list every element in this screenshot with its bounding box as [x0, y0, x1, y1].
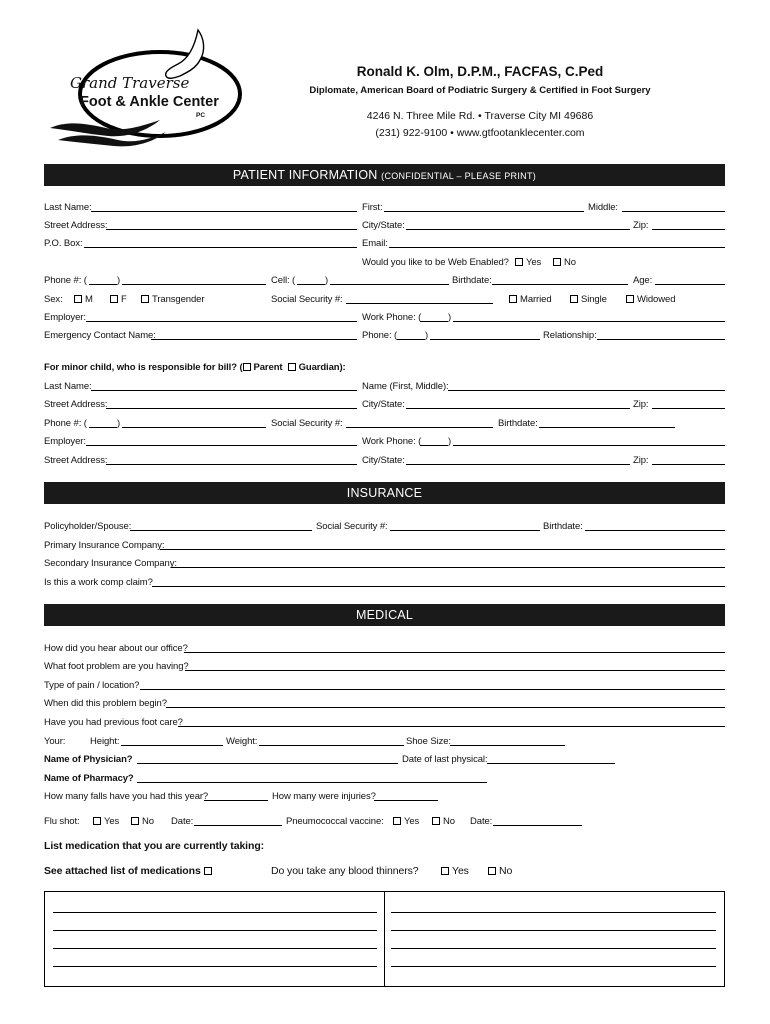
minor-phone-field[interactable]: [122, 427, 266, 428]
married-label: Married: [520, 294, 552, 305]
pain-location-label: Type of pain / location?: [44, 680, 140, 691]
checkbox-icon: [553, 258, 561, 266]
emergency-phone-area-field[interactable]: [397, 339, 425, 340]
checkbox-icon: [515, 258, 523, 266]
work-phone-label: Work Phone: (: [362, 312, 422, 323]
phone-label: Phone #: (: [44, 275, 87, 286]
married-option[interactable]: [509, 294, 552, 306]
pneumo-no-option[interactable]: [432, 816, 455, 828]
practice-contact: (231) 922-9100 • www.gtfootanklecenter.com: [375, 127, 585, 139]
problem-begin-label: When did this problem begin?: [44, 698, 167, 709]
age-label: Age:: [633, 275, 653, 286]
logo-script-text: Grand Traverse: [70, 74, 190, 92]
emergency-phone-close-paren: ): [425, 330, 429, 341]
insurance-header: INSURANCE: [44, 482, 725, 504]
cell-area-field[interactable]: [297, 284, 325, 285]
checkbox-icon[interactable]: [288, 363, 296, 371]
foot-problem-label: What foot problem are you having?: [44, 661, 189, 672]
practice-address: 4246 N. Three Mile Rd. • Traverse City MI 49686: [366, 110, 594, 122]
height-label: Height:: [90, 736, 120, 747]
pneumo-label: Pneumococcal vaccine:: [286, 816, 384, 827]
minor-city-state2-field[interactable]: [406, 464, 630, 465]
pneumo-yes-option[interactable]: [393, 816, 419, 828]
pneumo-yes-label: Yes: [404, 816, 420, 827]
previous-care-label: Have you had previous foot care?: [44, 717, 183, 728]
zip-label: Zip:: [633, 220, 649, 231]
po-box-label: P.O. Box:: [44, 238, 83, 249]
doctor-name: Ronald K. Olm, D.P.M., FACFAS, C.Ped: [356, 64, 604, 79]
weight-label: Weight:: [226, 736, 258, 747]
falls-field[interactable]: [204, 800, 268, 801]
checkbox-icon: [204, 867, 212, 875]
web-yes-option[interactable]: [515, 257, 541, 269]
flu-yes-label: Yes: [104, 816, 120, 827]
problem-begin-field[interactable]: [166, 707, 725, 708]
single-label: Single: [581, 294, 607, 305]
minor-city-state2-label: City/State:: [362, 455, 405, 466]
minor-street2-field[interactable]: [106, 464, 357, 465]
minor-work-phone-field[interactable]: [453, 445, 725, 446]
minor-work-phone-area-field[interactable]: [420, 445, 448, 446]
last-physical-field[interactable]: [487, 763, 615, 764]
minor-phone-label: Phone #: (: [44, 418, 87, 429]
pneumo-no-label: No: [443, 816, 455, 827]
sex-m-option[interactable]: [74, 294, 93, 306]
single-option[interactable]: [570, 294, 607, 306]
thinners-yes-label: Yes: [452, 865, 469, 877]
emergency-phone-field[interactable]: [430, 339, 540, 340]
minor-ssn-label: Social Security #:: [271, 418, 343, 429]
secondary-insurance-field[interactable]: [171, 567, 725, 568]
checkbox-icon[interactable]: [243, 363, 251, 371]
po-box-field[interactable]: [84, 247, 357, 248]
medication-line[interactable]: [391, 930, 716, 931]
foot-problem-field[interactable]: [185, 670, 725, 671]
web-no-option[interactable]: [553, 257, 576, 269]
employer-label: Employer:: [44, 312, 86, 323]
minor-name-fm-label: Name (First, Middle):: [362, 381, 449, 392]
street-field[interactable]: [106, 229, 357, 230]
thinners-no-label: No: [499, 865, 513, 877]
birthdate-label: Birthdate:: [452, 275, 492, 286]
medication-line[interactable]: [391, 912, 716, 913]
primary-insurance-field[interactable]: [160, 549, 725, 550]
first-name-label: First:: [362, 202, 383, 213]
ssn-label: Social Security #:: [271, 294, 343, 305]
checkbox-icon: [74, 295, 82, 303]
minor-guardian-label: Guardian):: [298, 362, 346, 373]
falls-label: How many falls have you had this year?: [44, 791, 209, 802]
checkbox-icon: [441, 867, 449, 875]
medication-list-box: [44, 891, 725, 987]
minor-city-state-field[interactable]: [406, 408, 630, 409]
see-attached-label: See attached list of medications: [44, 865, 201, 877]
minor-child-question: For minor child, who is responsible for bill? ( Parent Guardian):: [44, 362, 346, 373]
emergency-contact-field[interactable]: [151, 339, 357, 340]
logo-main-text: Foot & Ankle Center: [80, 94, 219, 110]
minor-employer-field[interactable]: [86, 445, 357, 446]
minor-question-text: For minor child, who is responsible for bill?: [44, 362, 237, 373]
patient-info-title: PATIENT INFORMATION: [232, 168, 378, 182]
city-state-label: City/State:: [362, 220, 405, 231]
phone-close-paren: ): [117, 275, 121, 286]
minor-zip-field[interactable]: [652, 408, 725, 409]
list-medication-label: List medication that you are currently taking:: [44, 840, 265, 852]
work-phone-field[interactable]: [453, 321, 725, 322]
insurance-birthdate-field[interactable]: [585, 530, 725, 531]
minor-work-phone-label: Work Phone: (: [362, 436, 422, 447]
minor-birthdate-field[interactable]: [539, 427, 675, 428]
thinners-yes-option[interactable]: [441, 865, 469, 877]
widowed-option[interactable]: [626, 294, 675, 306]
hear-about-label: How did you hear about our office?: [44, 643, 188, 654]
checkbox-icon: [626, 295, 634, 303]
last-name-field[interactable]: [91, 211, 357, 212]
medication-box-divider: [384, 892, 385, 986]
minor-name-fm-field[interactable]: [448, 390, 725, 391]
last-physical-label: Date of last physical:: [402, 754, 488, 765]
sex-m-label: M: [85, 294, 93, 305]
minor-parent-label: Parent: [253, 362, 283, 373]
injuries-label: How many were injuries?: [272, 791, 376, 802]
minor-last-name-field[interactable]: [91, 390, 357, 391]
cell-label: Cell: (: [271, 275, 296, 286]
sex-f-option[interactable]: [110, 294, 127, 306]
minor-ssn-field[interactable]: [346, 427, 493, 428]
physician-label: Name of Physician?: [44, 754, 133, 765]
insurance-ssn-label: Social Security #:: [316, 521, 388, 532]
weight-field[interactable]: [259, 745, 404, 746]
email-label: Email:: [362, 238, 388, 249]
minor-street-label: Street Address:: [44, 399, 108, 410]
medication-line[interactable]: [53, 948, 377, 949]
flu-date-field[interactable]: [194, 825, 282, 826]
birthdate-field[interactable]: [492, 284, 628, 285]
see-attached-option[interactable]: [44, 865, 215, 877]
minor-zip2-label: Zip:: [633, 455, 649, 466]
work-phone-close-paren: ): [448, 312, 452, 323]
phone-area-field[interactable]: [89, 284, 117, 285]
emergency-phone-label: Phone: (: [362, 330, 398, 341]
last-name-label: Last Name:: [44, 202, 92, 213]
relationship-label: Relationship:: [543, 330, 597, 341]
pharmacy-field[interactable]: [137, 782, 487, 783]
checkbox-icon: [393, 817, 401, 825]
minor-phone-area-field[interactable]: [89, 427, 117, 428]
zip-field[interactable]: [652, 229, 725, 230]
minor-employer-label: Employer:: [44, 436, 86, 447]
pneumo-date-label: Date:: [470, 816, 493, 827]
cell-field[interactable]: [330, 284, 449, 285]
flu-date-label: Date:: [171, 816, 194, 827]
flu-no-option[interactable]: [131, 816, 154, 828]
minor-zip2-field[interactable]: [652, 464, 725, 465]
medical-header: MEDICAL: [44, 604, 725, 626]
patient-info-header: [44, 164, 725, 186]
checkbox-icon: [141, 295, 149, 303]
sex-transgender-option[interactable]: [141, 294, 204, 306]
work-comp-field[interactable]: [152, 586, 725, 587]
city-state-field[interactable]: [406, 229, 630, 230]
age-field[interactable]: [655, 284, 725, 285]
minor-work-phone-close-paren: ): [448, 436, 452, 447]
shoe-size-label: Shoe Size:: [406, 736, 451, 747]
flu-shot-label: Flu shot:: [44, 816, 80, 827]
patient-info-subtitle: (CONFIDENTIAL – PLEASE PRINT): [381, 171, 537, 181]
checkbox-icon: [110, 295, 118, 303]
injuries-field[interactable]: [374, 800, 438, 801]
policyholder-field[interactable]: [130, 530, 312, 531]
minor-zip-label: Zip:: [633, 399, 649, 410]
employer-field[interactable]: [86, 321, 357, 322]
checkbox-icon: [131, 817, 139, 825]
medication-line[interactable]: [53, 912, 377, 913]
work-phone-area-field[interactable]: [420, 321, 448, 322]
sex-label: Sex:: [44, 294, 63, 305]
your-label: Your:: [44, 736, 66, 747]
primary-insurance-label: Primary Insurance Company:: [44, 540, 165, 551]
web-enabled-question: Would you like to be Web Enabled?: [362, 257, 509, 268]
minor-last-name-label: Last Name:: [44, 381, 92, 392]
pneumo-date-field[interactable]: [493, 825, 582, 826]
phone-field[interactable]: [122, 284, 266, 285]
relationship-field[interactable]: [597, 339, 725, 340]
checkbox-icon: [432, 817, 440, 825]
minor-phone-close-paren: ): [117, 418, 121, 429]
shoe-size-field[interactable]: [450, 745, 565, 746]
pharmacy-label: Name of Pharmacy?: [44, 773, 134, 784]
email-field[interactable]: [389, 247, 725, 248]
sex-transgender-label: Transgender: [152, 294, 205, 305]
medication-line[interactable]: [391, 948, 716, 949]
emergency-contact-label: Emergency Contact Name:: [44, 330, 156, 341]
minor-city-state-label: City/State:: [362, 399, 405, 410]
thinners-no-option[interactable]: [488, 865, 512, 877]
cell-close-paren: ): [325, 275, 329, 286]
medication-line[interactable]: [53, 966, 377, 967]
minor-street2-label: Street Address:: [44, 455, 108, 466]
hear-about-field[interactable]: [184, 652, 725, 653]
flu-no-label: No: [142, 816, 154, 827]
pain-location-field[interactable]: [140, 689, 725, 690]
blood-thinners-label: Do you take any blood thinners?: [271, 865, 419, 877]
flu-yes-option[interactable]: [93, 816, 119, 828]
physician-field[interactable]: [137, 763, 398, 764]
secondary-insurance-label: Secondary Insurance Company:: [44, 558, 177, 569]
doctor-credentials: Diplomate, American Board of Podiatric Surgery & Certified in Foot Surgery: [309, 85, 651, 96]
street-label: Street Address:: [44, 220, 108, 231]
widowed-label: Widowed: [637, 294, 676, 305]
logo-pc-text: PC: [196, 112, 206, 119]
medication-line[interactable]: [391, 966, 716, 967]
checkbox-icon: [509, 295, 517, 303]
middle-name-label: Middle:: [588, 202, 618, 213]
web-no-label: No: [564, 257, 576, 268]
insurance-ssn-field[interactable]: [390, 530, 540, 531]
checkbox-icon: [570, 295, 578, 303]
previous-care-field[interactable]: [178, 726, 725, 727]
checkbox-icon: [93, 817, 101, 825]
policyholder-label: Policyholder/Spouse:: [44, 521, 132, 532]
sex-f-label: F: [121, 294, 127, 305]
work-comp-label: Is this a work comp claim?: [44, 577, 153, 588]
height-field[interactable]: [121, 745, 223, 746]
checkbox-icon: [488, 867, 496, 875]
minor-birthdate-label: Birthdate:: [498, 418, 538, 429]
ssn-field[interactable]: [346, 303, 493, 304]
medication-line[interactable]: [53, 930, 377, 931]
web-yes-label: Yes: [526, 257, 542, 268]
middle-name-field[interactable]: [622, 211, 725, 212]
first-name-field[interactable]: [384, 211, 584, 212]
insurance-birthdate-label: Birthdate:: [543, 521, 583, 532]
practice-logo: [48, 28, 248, 148]
minor-street-field[interactable]: [106, 408, 357, 409]
